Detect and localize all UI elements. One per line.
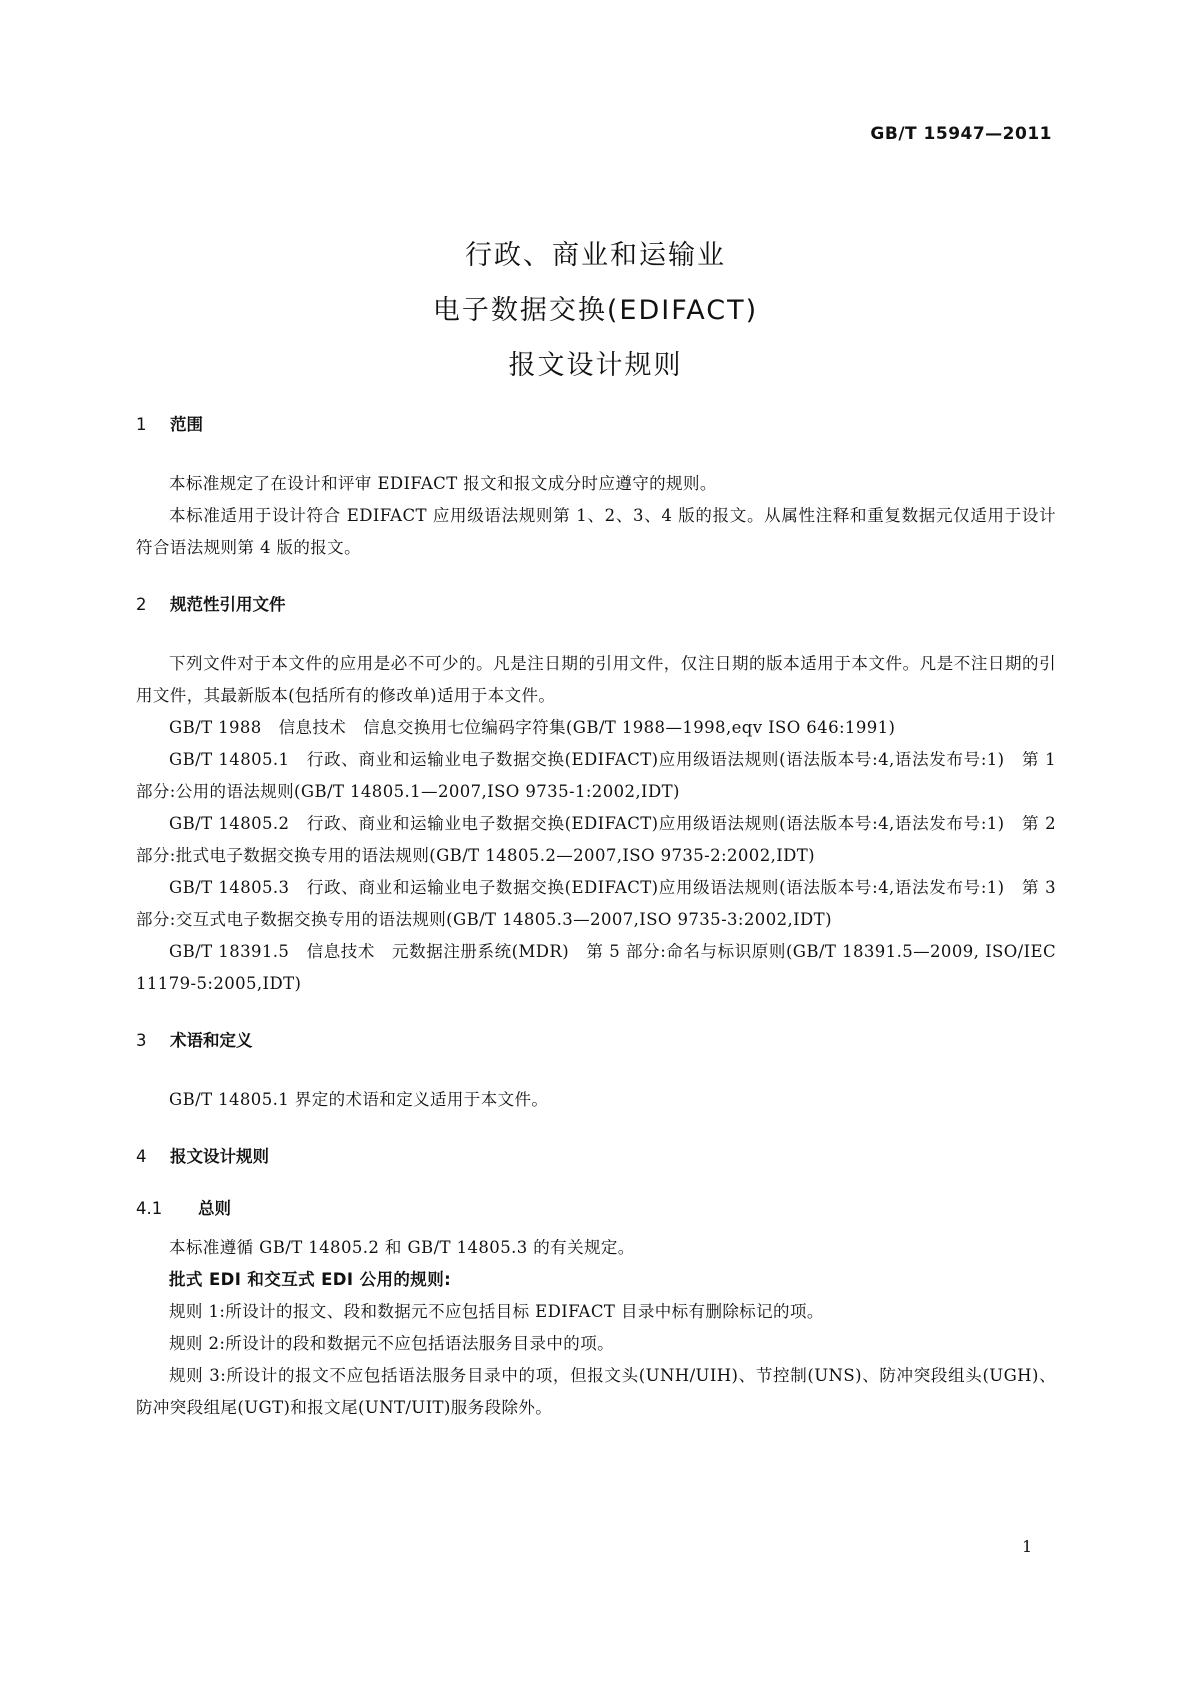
- section-title: 范围: [170, 415, 203, 434]
- section-number: 3: [136, 1031, 147, 1050]
- section-3-heading: [136, 1026, 1056, 1056]
- paragraph: 本标准遵循 GB/T 14805.2 和 GB/T 14805.3 的有关规定。: [169, 1238, 635, 1257]
- reference-item: GB/T 14805.2 行政、商业和运输业电子数据交换(EDIFACT)应用级语法规则(语法版本号:4,语法发布号:1) 第 2 部分:批式电子数据交换专用的语法规则(GB/T 14805.2—2007,ISO 9735-2:2002,IDT): [136, 814, 1056, 865]
- rule-item: 规则 3:所设计的报文不应包括语法服务目录中的项，但报文头(UNH/UIH)、节控制(UNS)、防冲突段组头(UGH)、防冲突段组尾(UGT)和报文尾(UNT/UIT)服务段除外。: [136, 1366, 1056, 1417]
- title-line-2: 电子数据交换(EDIFACT): [432, 295, 759, 326]
- paragraph: 本标准规定了在设计和评审 EDIFACT 报文和报文成分时应遵守的规则。: [169, 474, 717, 493]
- reference-item: GB/T 1988 信息技术 信息交换用七位编码字符集(GB/T 1988—1998,eqv ISO 646:1991): [169, 718, 896, 737]
- document-title: [0, 228, 1191, 393]
- subsection-4-1-heading: [136, 1194, 1056, 1224]
- section-2-heading: [136, 590, 1056, 620]
- rules-heading: 批式 EDI 和交互式 EDI 公用的规则:: [169, 1270, 452, 1289]
- paragraph: 下列文件对于本文件的应用是必不可少的。凡是注日期的引用文件，仅注日期的版本适用于本文件。凡是不注日期的引用文件，其最新版本(包括所有的修改单)适用于本文件。: [136, 654, 1056, 705]
- section-title: 规范性引用文件: [170, 595, 286, 614]
- section-title: 术语和定义: [170, 1031, 253, 1050]
- paragraph: 本标准适用于设计符合 EDIFACT 应用级语法规则第 1、2、3、4 版的报文。从属性注释和重复数据元仅适用于设计符合语法规则第 4 版的报文。: [136, 506, 1056, 557]
- rule-item: 规则 2:所设计的段和数据元不应包括语法服务目录中的项。: [169, 1334, 615, 1353]
- section-1-heading: [136, 410, 1056, 440]
- standard-code: GB/T 15947—2011: [870, 124, 1052, 144]
- reference-item: GB/T 14805.1 行政、商业和运输业电子数据交换(EDIFACT)应用级语法规则(语法版本号:4,语法发布号:1) 第 1 部分:公用的语法规则(GB/T 14805.1—2007,ISO 9735-1:2002,IDT): [136, 750, 1056, 801]
- section-number: 1: [136, 415, 147, 434]
- document-body: [136, 410, 1056, 1424]
- title-line-1: 行政、商业和运输业: [465, 240, 726, 271]
- page-number: 1: [1022, 1537, 1033, 1556]
- reference-item: GB/T 14805.3 行政、商业和运输业电子数据交换(EDIFACT)应用级语法规则(语法版本号:4,语法发布号:1) 第 3 部分:交互式电子数据交换专用的语法规则(GB/T 14805.3—2007,ISO 9735-3:2002,IDT): [136, 878, 1056, 929]
- reference-item: GB/T 18391.5 信息技术 元数据注册系统(MDR) 第 5 部分:命名与标识原则(GB/T 18391.5—2009, ISO/IEC 11179-5:2005,IDT): [136, 942, 1056, 993]
- subsection-title: 总则: [198, 1199, 231, 1218]
- title-line-3: 报文设计规则: [508, 350, 683, 381]
- rule-item: 规则 1:所设计的报文、段和数据元不应包括目标 EDIFACT 目录中标有删除标记的项。: [169, 1302, 824, 1321]
- subsection-number: 4.1: [136, 1199, 163, 1218]
- section-4-heading: [136, 1142, 1056, 1172]
- section-number: 4: [136, 1147, 147, 1166]
- section-number: 2: [136, 595, 147, 614]
- paragraph: GB/T 14805.1 界定的术语和定义适用于本文件。: [169, 1090, 549, 1109]
- section-title: 报文设计规则: [170, 1147, 269, 1166]
